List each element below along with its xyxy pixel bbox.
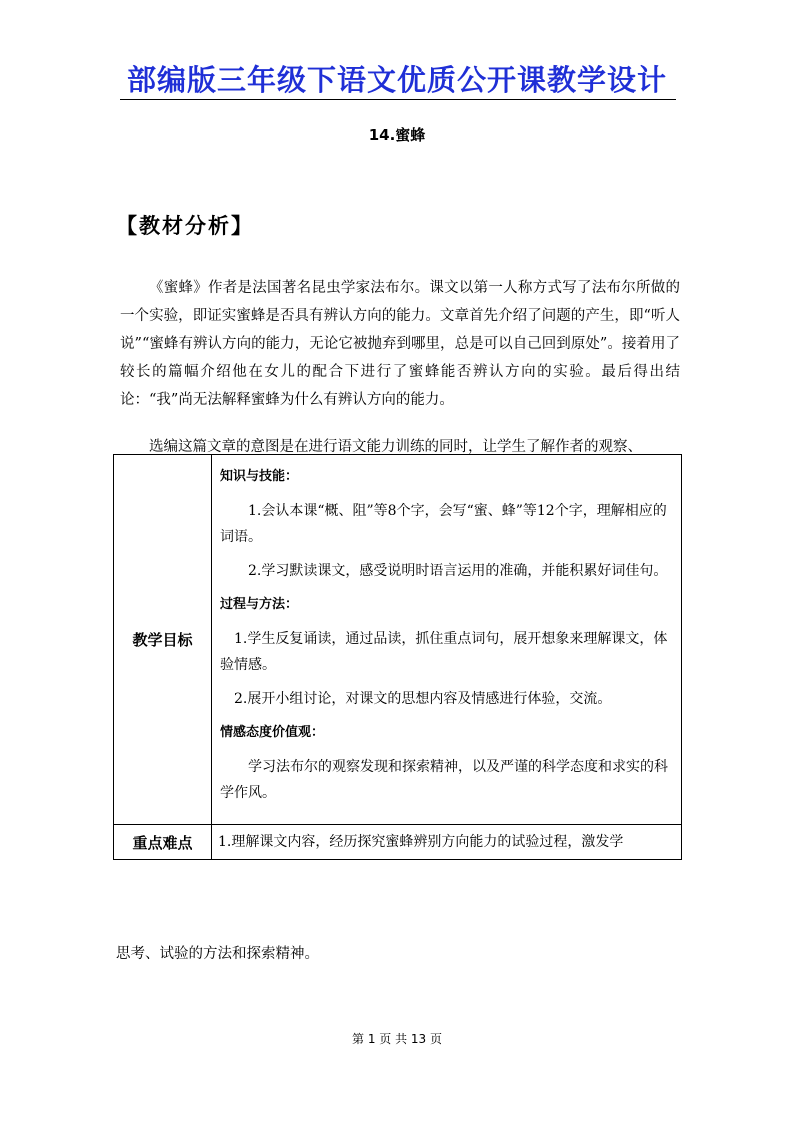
goals-content [212,455,682,825]
key-points-label: 重点难点 [114,825,212,860]
header-title: 部编版三年级下语文优质公开课教学设计 [126,63,667,97]
analysis-paragraph-1: 《蜜蜂》作者是法国著名昆虫学家法布尔。课文以第一人称方式写了法布尔所做的一个实验，即证实蜜蜂是否具有辨认方向的能力。文章首先介绍了问题的产生，即“听人说”“蜜蜂有辨认方向的能力，无论它被抛弃到哪里，总是可以自己回到原处”。接着用了较长的篇幅介绍他在女儿的配合下进行了蜜蜂能否辨认方向的实验。最后得出结论：“我”尚无法解释蜜蜂为什么有辨认方向的能力。 [120,279,680,408]
teaching-goals-table [113,454,682,860]
section-heading-analysis: 【教材分析】 [116,214,254,238]
lesson-title: 14.蜜蜂 [368,126,426,144]
process-heading: 过程与方法： [220,597,299,612]
table-row-goals [114,455,682,825]
knowledge-heading: 知识与技能： [220,469,299,484]
emotion-item-1: 学习法布尔的观察发现和探索精神，以及严谨的科学态度和求实的科学作风。 [220,759,668,801]
continuation-text: 思考、试验的方法和探索精神。 [116,946,319,962]
page-footer: 第 1 页 共 13 页 [352,1032,442,1046]
table-row-key-points [114,825,682,860]
header-divider [120,99,676,100]
knowledge-item-1: 1.会认本课“概、阻”等8个字，会写“蜜、蜂”等12个字，理解相应的词语。 [220,503,667,545]
goals-label: 教学目标 [114,455,212,825]
knowledge-item-2: 2.学习默读课文，感受说明时语言运用的准确，并能积累好词佳句。 [248,563,668,579]
emotion-heading: 情感态度价值观： [220,725,325,740]
process-item-2: 2.展开小组讨论，对课文的思想内容及情感进行体验，交流。 [234,691,612,707]
process-item-1: 1.学生反复诵读，通过品读，抓住重点词句，展开想象来理解课文，体验情感。 [220,631,668,673]
key-points-content: 1.理解课文内容，经历探究蜜蜂辨别方向能力的试验过程，激发学 [212,825,682,860]
analysis-paragraph-2: 选编这篇文章的意图是在进行语文能力训练的同时，让学生了解作者的观察、 [149,438,642,455]
